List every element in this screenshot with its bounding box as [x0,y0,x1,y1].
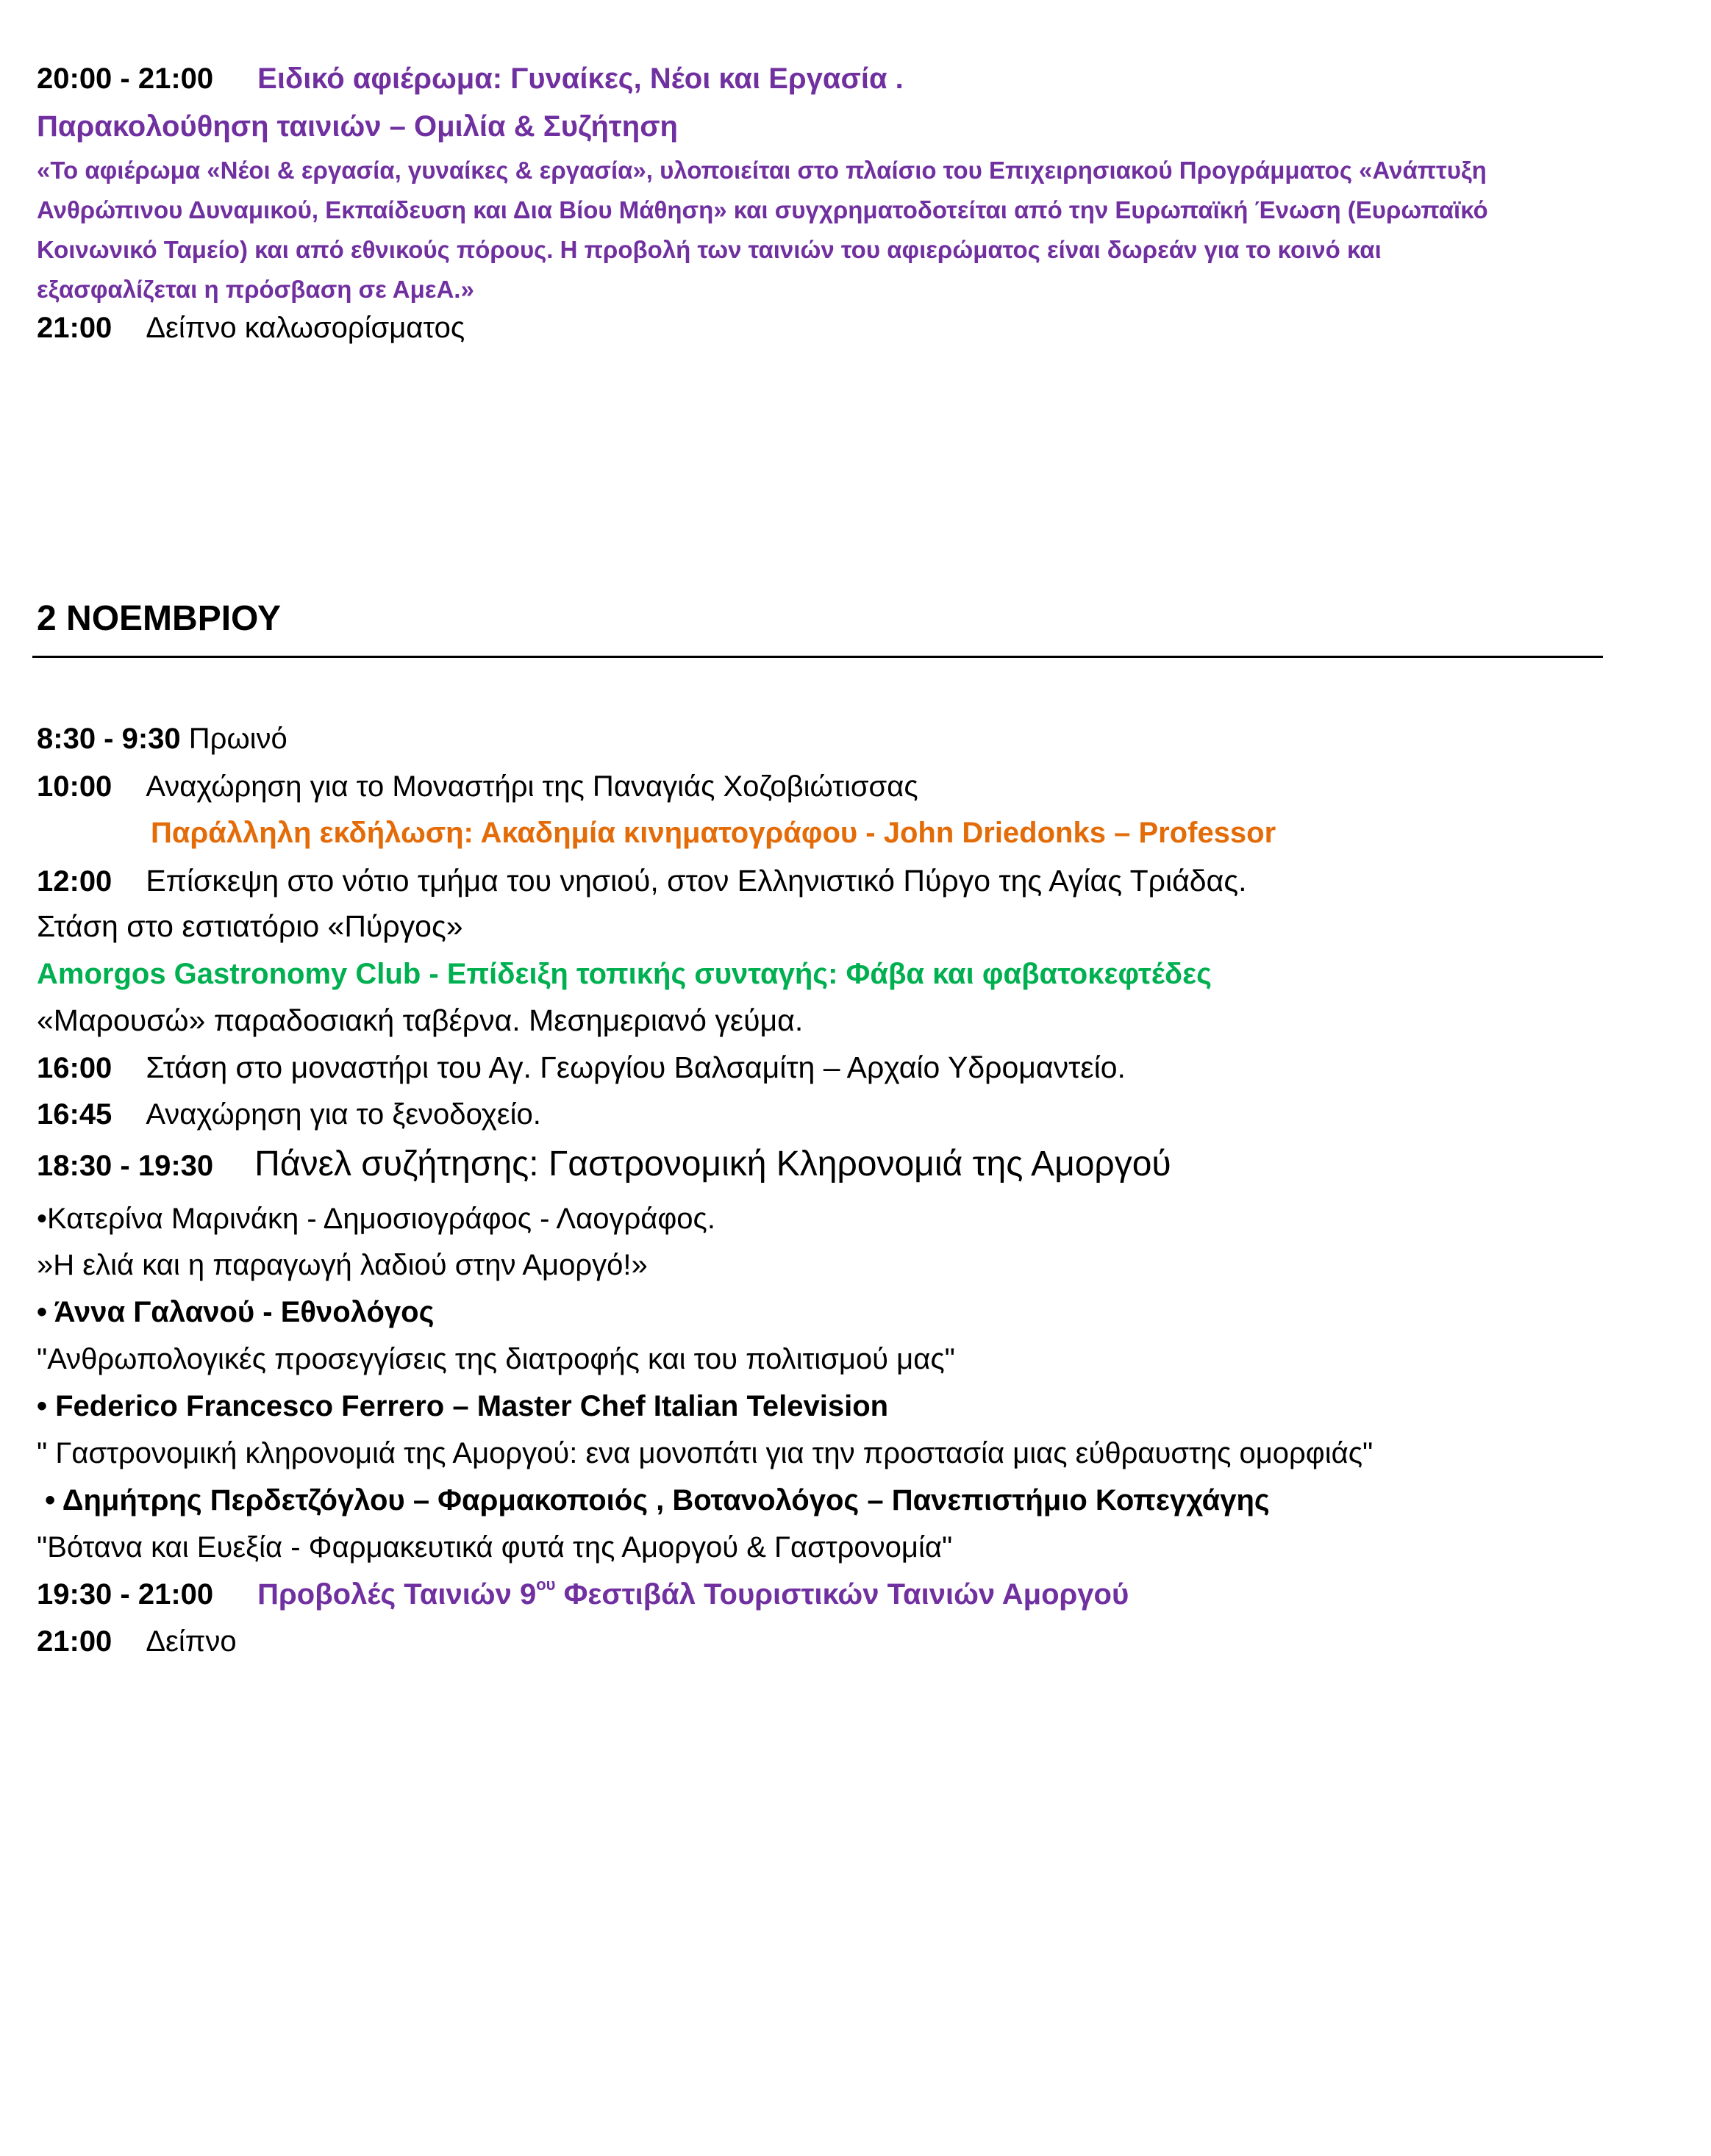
monastery-stop-line [37,1050,1126,1084]
welcome-dinner-time: 21:00 [37,312,112,344]
session-subtitle: Παρακολούθηση ταινιών – Ομιλία & Συζήτηση [37,110,678,143]
speaker-name: • Δημήτρης Περδετζόγλου – Φαρμακοποιός , Βοτανολόγος – Πανεπιστήμιο Κοπεγχάγης [37,1484,1270,1516]
session-time: 20:00 - 21:00 [37,62,214,95]
speaker-talk: "Βότανα και Ευεξία - Φαρμακευτικά φυτά της Αμοργού & Γαστρονομία" [37,1531,953,1564]
session-description-line: Κοινωνικό Ταμείο) και από εθνικούς πόρους. Η προβολή των ταινιών του αφιερώματος είναι δωρεάν για το κοινό και [37,236,1382,263]
visit-text: Επίσκεψη στο νότιο τμήμα του νησιού, στον Ελληνιστικό Πύργο της Αγίας Τριάδας. [146,864,1247,898]
session-line [37,64,904,93]
parallel-event: Παράλληλη εκδήλωση: Ακαδημία κινηματογράφου - John Driedonks – Professor [151,817,1276,849]
speaker-name: • Federico Francesco Ferrero – Master Chef Italian Television [37,1390,889,1422]
departure-text: Αναχώρηση για το Μοναστήρι της Παναγιάς Χοζοβιώτισσας [146,770,918,803]
screenings-text-pre: Προβολές Ταινιών 9 [257,1578,537,1611]
departure-time: 10:00 [37,770,112,803]
monastery-stop-text: Στάση στο μοναστήρι του Αγ. Γεωργίου Βαλσαμίτη – Αρχαίο Υδρομαντείο. [146,1050,1126,1084]
welcome-dinner-text: Δείπνο καλωσορίσματος [146,312,465,344]
dinner-line [37,1627,237,1656]
dinner-text: Δείπνο [146,1625,237,1658]
hotel-return-line [37,1100,541,1129]
welcome-dinner-line [37,313,465,343]
monastery-stop-time: 16:00 [37,1052,112,1084]
speaker-talk: " Γαστρονομική κληρονομιά της Αμοργού: ενα μονοπάτι για την προστασία μιας εύθραυστης ομορφιάς" [37,1437,1374,1469]
screenings-ordinal: ου [536,1575,556,1594]
speaker-talk: "Ανθρωπολογικές προσεγγίσεις της διατροφής και του πολιτισμού μας" [37,1343,955,1375]
departure-line [37,772,918,801]
restaurant-stop: Στάση στο εστιατόριο «Πύργος» [37,909,463,943]
screenings-text-post: Φεστιβάλ Τουριστικών Ταινιών Αμοργού [555,1578,1129,1611]
screenings-line [37,1575,1129,1611]
breakfast-time: 8:30 - 9:30 [37,723,181,755]
speaker-talk: »Η ελιά και η παραγωγή λαδιού στην Αμοργό!» [37,1249,648,1281]
session-description-line: εξασφαλίζεται η πρόσβαση σε ΑμεΑ.» [37,276,474,303]
gastronomy-club: Amorgos Gastronomy Club - Επίδειξη τοπικής συνταγής: Φάβα και φαβατοκεφτέδες [37,958,1212,990]
session-title: Ειδικό αφιέρωμα: Γυναίκες, Νέοι και Εργασία . [257,62,904,95]
hotel-return-time: 16:45 [37,1098,112,1131]
panel-time: 18:30 - 19:30 [37,1150,214,1182]
dinner-time: 21:00 [37,1625,112,1658]
screenings-time: 19:30 - 21:00 [37,1578,214,1611]
day-heading: 2 ΝΟΕΜΒΡΙΟΥ [37,599,282,638]
heading-divider [32,656,1603,658]
session-description-line: Ανθρώπινου Δυναμικού, Εκπαίδευση και Δια Βίου Μάθηση» και συγχρηματοδοτείται από την Ευρωπαϊκή Ένωση (Ευρωπαϊκό [37,196,1488,223]
speaker-name: • Άννα Γαλανού - Εθνολόγος [37,1296,435,1328]
breakfast-line [37,724,287,753]
screenings-text [257,1575,1129,1611]
panel-line [37,1147,1171,1182]
panel-title: Πάνελ συζήτησης: Γαστρονομική Κληρονομιά της Αμοργού [254,1145,1171,1183]
speaker-name: •Κατερίνα Μαρινάκη - Δημοσιογράφος - Λαογράφος. [37,1203,715,1235]
breakfast-text: Πρωινό [188,723,287,755]
session-description-line: «Το αφιέρωμα «Νέοι & εργασία, γυναίκες & εργασία», υλοποιείται στο πλαίσιο του Επιχειρησιακού Προγράμματος «Ανάπτυξη [37,157,1487,184]
visit-line [37,866,1246,896]
lunch-line: «Μαρουσώ» παραδοσιακή ταβέρνα. Μεσημεριανό γεύμα. [37,1003,804,1037]
hotel-return-text: Αναχώρηση για το ξενοδοχείο. [146,1098,541,1131]
visit-time: 12:00 [37,865,112,898]
